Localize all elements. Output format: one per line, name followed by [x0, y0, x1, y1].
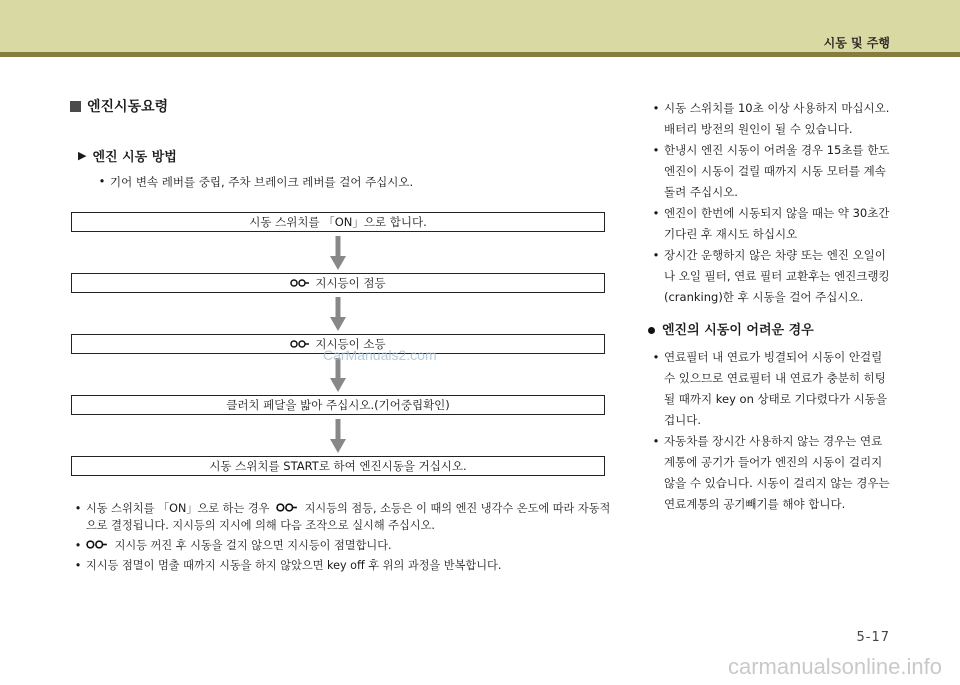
dot-bullet: • — [74, 539, 82, 552]
glow-plug-icon — [290, 278, 310, 288]
dot-bullet: • — [652, 350, 660, 364]
left-notes — [70, 500, 615, 577]
section-title-text: 엔진시동요령 — [87, 99, 169, 115]
right-column — [648, 98, 894, 515]
flow-step-3-text: 지시등이 소등 — [315, 337, 386, 351]
down-arrow-icon — [71, 293, 605, 334]
dot-bullet: • — [74, 559, 82, 572]
note-item — [70, 500, 615, 534]
list-item: • 엔진이 한번에 시동되지 않을 때는 약 30초간 기다린 후 재시도 하십시오 — [648, 203, 894, 245]
right-notes-top — [648, 98, 894, 308]
dot-bullet: • — [652, 143, 660, 157]
glow-plug-icon — [276, 502, 298, 513]
watermark-footer: carmanualsonline.info — [727, 654, 942, 679]
dot-bullet: • — [74, 502, 82, 515]
dot-bullet: • — [652, 248, 660, 262]
note-text: 지시등 점멸이 멈출 때까지 시동을 하지 않았으면 key off 후 위의 과정을 반복합니다. — [86, 559, 502, 572]
right-heading-text: 엔진의 시동이 어려운 경우 — [662, 323, 814, 338]
list-item: • 장시간 운행하지 않은 차량 또는 엔진 오일이나 오일 필터, 연료 필터 교환후는 엔진크랭킹(cranking)한 후 시동을 걸어 주십시오. — [648, 245, 894, 308]
flow-step-5 — [71, 456, 605, 476]
intro-text: 기어 변속 레버를 중립, 주차 브레이크 레버를 걸어 주십시오. — [110, 175, 414, 189]
subsection-title-text: 엔진 시동 방법 — [92, 150, 177, 165]
right-notes-bottom — [648, 347, 894, 515]
flow-step-2 — [71, 273, 605, 293]
subsection-title — [78, 146, 610, 165]
note-text: 시동 스위치를 「ON」으로 하는 경우 지시등의 점등, 소등은 이 때의 엔진 냉각수 온도에 따라 자동적으로 결정됩니다. 지시등의 지시에 의해 다음 조작으로 실시해 주십시오. — [86, 502, 611, 532]
intro-note — [94, 174, 610, 190]
note-item — [70, 557, 615, 574]
header-band — [0, 0, 960, 52]
triangle-bullet-icon: ▶ — [78, 149, 87, 162]
page-number: 5-17 — [856, 630, 890, 645]
round-bullet-icon — [648, 327, 655, 334]
dot-bullet: • — [98, 174, 106, 188]
list-item: • 자동차를 장시간 사용하지 않는 경우는 연료 계통에 공기가 들어가 엔진의 시동이 걸리지 않을 수 있습니다. 시동이 걸리지 않는 경우는 연료계통의 공기빼기를 해야 합니다. — [648, 431, 894, 515]
down-arrow-icon — [71, 232, 605, 273]
dot-bullet: • — [652, 434, 660, 448]
flow-step-4 — [71, 395, 605, 415]
left-column — [70, 96, 610, 193]
right-heading — [648, 320, 894, 341]
flow-step-4-text: 클러치 페달을 밟아 주십시오.(기어중립확인) — [226, 398, 450, 412]
down-arrow-icon — [71, 415, 605, 456]
header-rule — [0, 52, 960, 57]
list-item: • 한냉시 엔진 시동이 어려울 경우 15초를 한도 엔진이 시동이 걸릴 때까지 시동 모터를 계속 돌려 주십시오. — [648, 140, 894, 203]
flow-step-1 — [71, 212, 605, 232]
section-title — [70, 96, 610, 116]
square-bullet-icon — [70, 101, 81, 112]
section-label: 시동 및 주행 — [823, 36, 890, 50]
list-item: • 연료필터 내 연료가 빙결되어 시동이 안걸릴 수 있으므로 연료필터 내 연료가 충분히 히팅될 때까지 key on 상태로 기다렸다가 시동을 겁니다. — [648, 347, 894, 431]
flowchart — [71, 212, 605, 476]
flow-step-2-text: 지시등이 점등 — [315, 276, 386, 290]
glow-plug-icon — [290, 339, 310, 349]
note-item — [70, 537, 615, 554]
note-text: 지시등 꺼진 후 시동을 걸지 않으면 지시등이 점멸합니다. — [86, 537, 392, 554]
dot-bullet: • — [652, 206, 660, 220]
watermark-overlay: CarManuals2.com — [323, 347, 437, 363]
dot-bullet: • — [652, 101, 660, 115]
list-item: • 시동 스위치를 10초 이상 사용하지 마십시오. 배터리 방전의 원인이 될 수 있습니다. — [648, 98, 894, 140]
glow-plug-icon — [86, 539, 108, 550]
flow-step-5-text: 시동 스위치를 START로 하여 엔진시동을 거십시오. — [209, 459, 467, 473]
flow-step-1-text: 시동 스위치를 「ON」으로 합니다. — [249, 215, 427, 229]
